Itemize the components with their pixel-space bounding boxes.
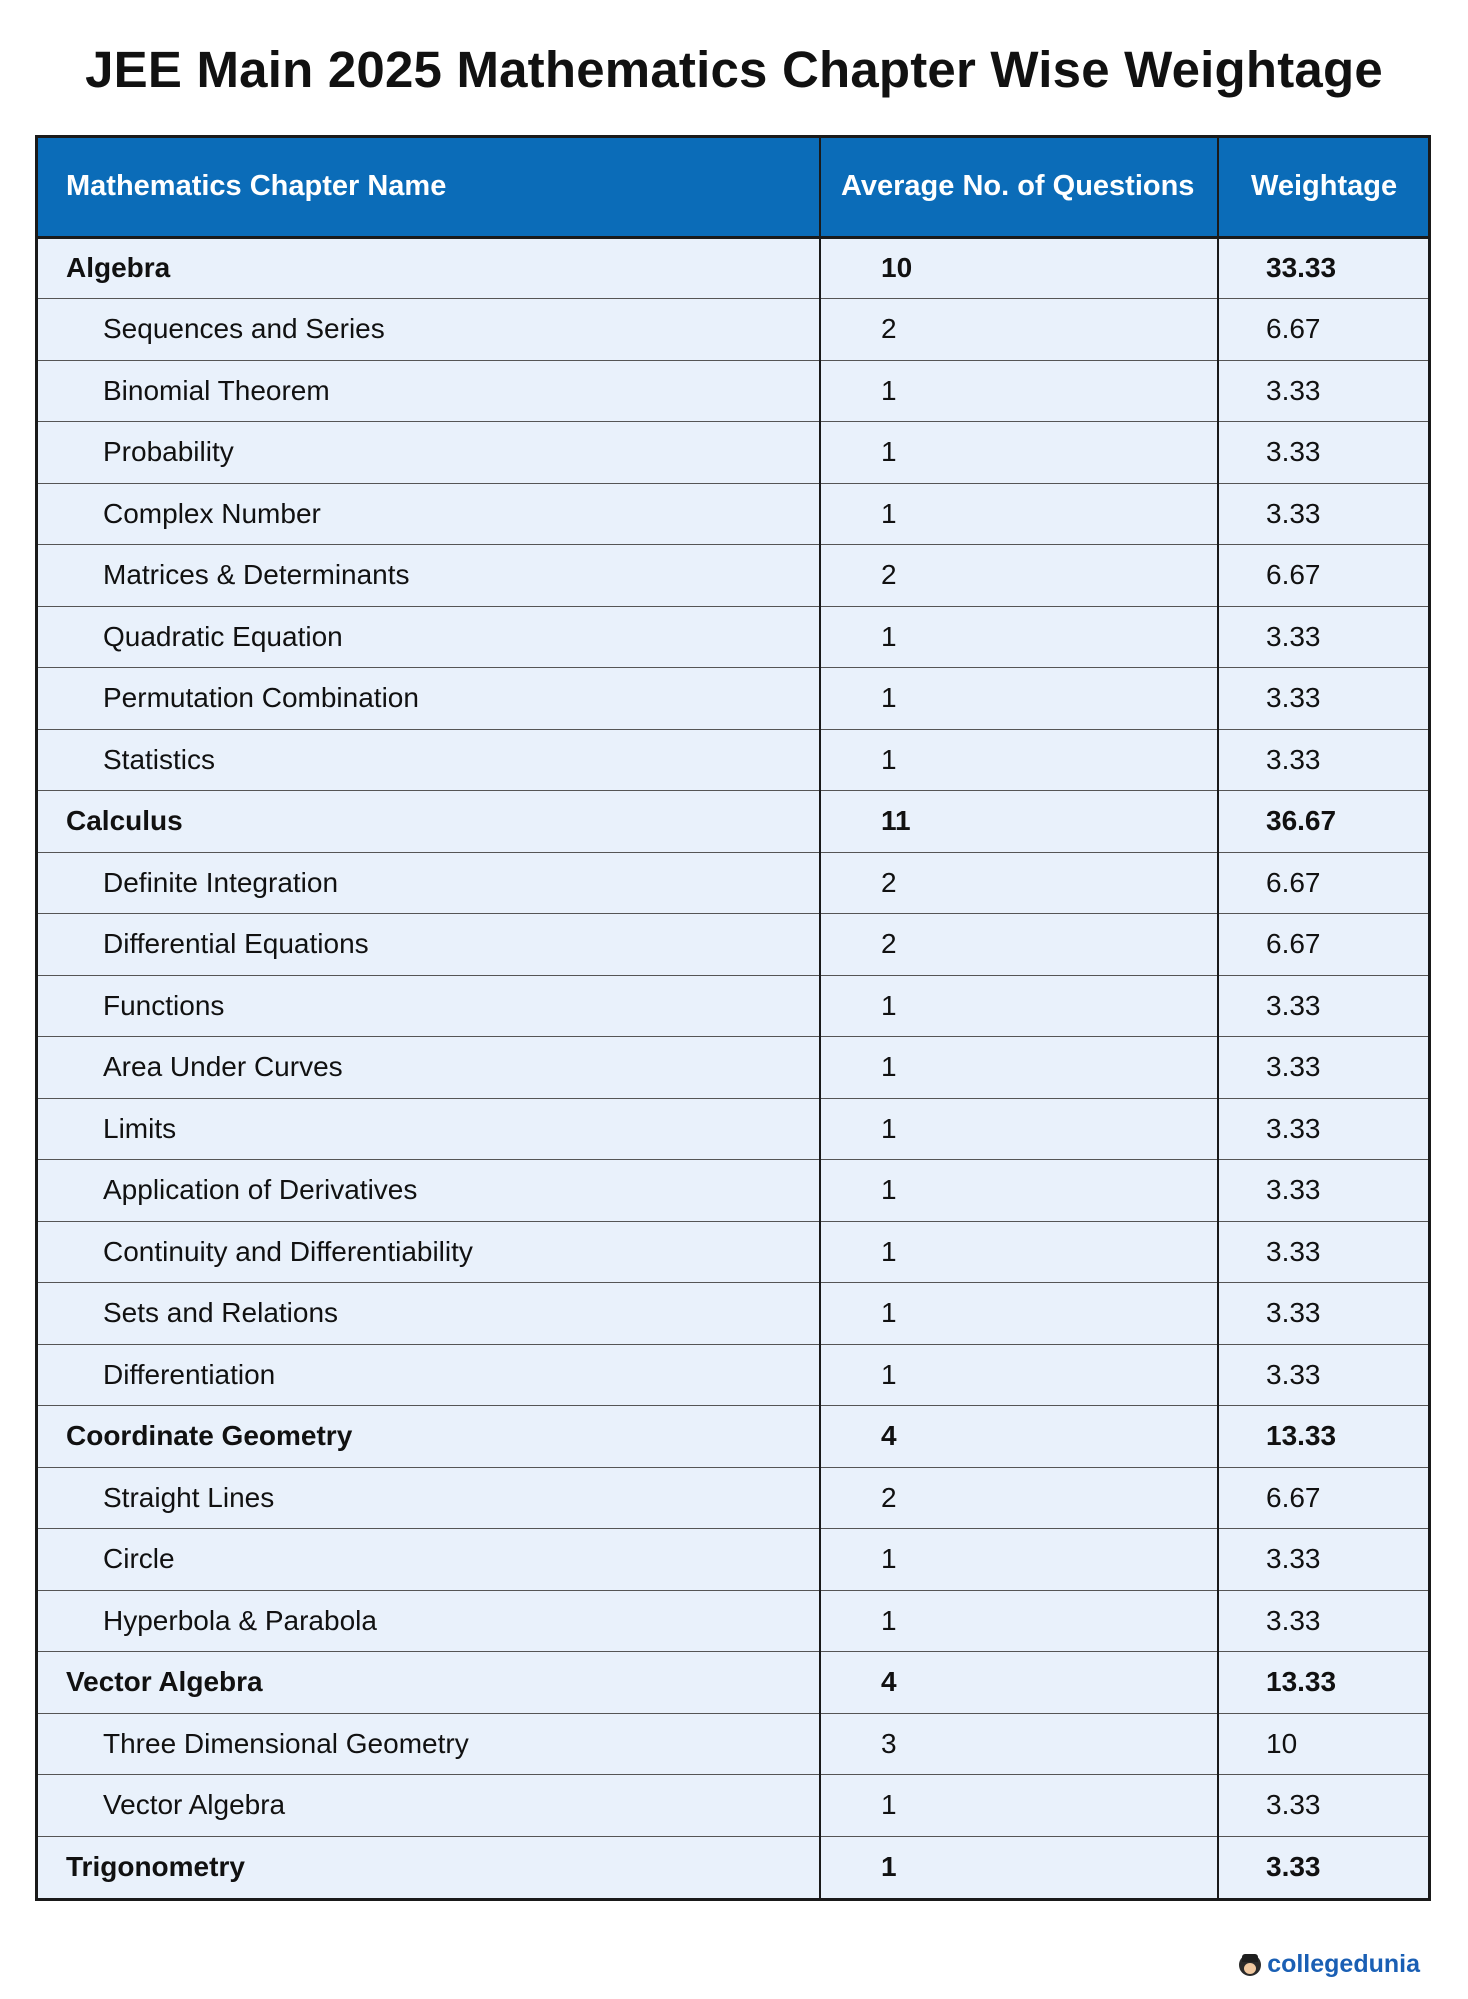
chapter-name-cell: Algebra (66, 252, 171, 284)
table-row (38, 360, 1428, 422)
weightage-cell: 3.33 (1218, 729, 1428, 791)
weightage-cell: 6.67 (1218, 914, 1428, 976)
chapter-name-cell: Circle (38, 1529, 820, 1591)
chapter-name-cell: Limits (38, 1098, 820, 1160)
weightage-cell: 10 (1218, 1713, 1428, 1775)
table-row (38, 1221, 1428, 1283)
table-body (38, 237, 1428, 1898)
chapter-name-cell: Straight Lines (38, 1467, 820, 1529)
weightage-cell: 3.33 (1218, 668, 1428, 730)
chapter-name-cell: Probability (38, 422, 820, 484)
chapter-name-cell: Continuity and Differentiability (38, 1221, 820, 1283)
questions-cell: 2 (820, 299, 1218, 361)
questions-cell: 1 (820, 1590, 1218, 1652)
questions-cell: 2 (820, 1467, 1218, 1529)
table-row-group (38, 237, 1428, 299)
questions-cell: 11 (820, 791, 1218, 853)
questions-cell: 10 (820, 237, 1218, 299)
page-title: JEE Main 2025 Mathematics Chapter Wise Weightage (85, 41, 1383, 98)
questions-cell: 1 (820, 1529, 1218, 1591)
table-row (38, 1098, 1428, 1160)
chapter-name-cell: Vector Algebra (38, 1652, 820, 1714)
chapter-name-cell: Three Dimensional Geometry (38, 1713, 820, 1775)
weightage-cell: 6.67 (1218, 299, 1428, 361)
chapter-name-cell: Quadratic Equation (38, 606, 820, 668)
chapter-name-cell: Differential Equations (38, 914, 820, 976)
table-row (38, 422, 1428, 484)
chapter-name-cell: Coordinate Geometry (38, 1406, 820, 1468)
questions-cell: 1 (820, 360, 1218, 422)
column-header-weightage: Weightage (1218, 138, 1428, 237)
chapter-name-cell: Sets and Relations (38, 1283, 820, 1345)
table-row (38, 1344, 1428, 1406)
table-row (38, 914, 1428, 976)
questions-cell: 1 (820, 729, 1218, 791)
questions-cell: 1 (820, 1221, 1218, 1283)
table-header (38, 138, 1428, 237)
weightage-cell: 3.33 (1218, 483, 1428, 545)
questions-cell: 1 (820, 1836, 1218, 1898)
weightage-cell: 3.33 (1218, 1160, 1428, 1222)
chapter-name-cell: Calculus (38, 791, 820, 853)
chapter-name-cell: Differentiation (38, 1344, 820, 1406)
table-row (38, 1160, 1428, 1222)
table-row-group (38, 1406, 1428, 1468)
chapter-name-cell: Statistics (38, 729, 820, 791)
weightage-cell: 3.33 (1218, 1590, 1428, 1652)
questions-cell: 1 (820, 975, 1218, 1037)
questions-cell: 4 (820, 1406, 1218, 1468)
weightage-table-container (35, 135, 1431, 1901)
chapter-name-cell: Vector Algebra (38, 1775, 820, 1837)
questions-cell: 1 (820, 1160, 1218, 1222)
chapter-name-cell: Application of Derivatives (38, 1160, 820, 1222)
column-header-chapter: Mathematics Chapter Name (38, 138, 820, 237)
table-row (38, 852, 1428, 914)
chapter-name-cell: Matrices & Determinants (38, 545, 820, 607)
brand-name: collegedunia (1267, 1950, 1420, 1978)
table-row (38, 1037, 1428, 1099)
weightage-cell: 3.33 (1218, 360, 1428, 422)
questions-cell: 1 (820, 606, 1218, 668)
weightage-table (38, 138, 1428, 1898)
weightage-cell: 6.67 (1218, 545, 1428, 607)
table-row (38, 606, 1428, 668)
table-row (38, 668, 1428, 730)
questions-cell: 1 (820, 1775, 1218, 1837)
weightage-cell: 3.33 (1218, 1283, 1428, 1345)
brand-logo (1239, 1950, 1420, 1979)
questions-cell: 4 (820, 1652, 1218, 1714)
weightage-cell: 3.33 (1218, 606, 1428, 668)
table-row (38, 975, 1428, 1037)
table-row (38, 545, 1428, 607)
table-header-row (38, 138, 1428, 237)
chapter-name-cell: Sequences and Series (38, 299, 820, 361)
questions-cell: 3 (820, 1713, 1218, 1775)
questions-cell: 1 (820, 1283, 1218, 1345)
table-row (38, 1775, 1428, 1837)
chapter-name-cell: Area Under Curves (38, 1037, 820, 1099)
weightage-cell: 3.33 (1218, 422, 1428, 484)
chapter-name-cell: Trigonometry (38, 1836, 820, 1898)
weightage-cell: 36.67 (1218, 791, 1428, 853)
table-row (38, 299, 1428, 361)
chapter-name-cell: Permutation Combination (38, 668, 820, 730)
chapter-name-cell: Functions (38, 975, 820, 1037)
table-row-group (38, 1652, 1428, 1714)
questions-cell: 1 (820, 483, 1218, 545)
questions-cell: 1 (820, 1344, 1218, 1406)
questions-cell: 1 (820, 1037, 1218, 1099)
questions-cell: 2 (820, 914, 1218, 976)
weightage-cell: 3.33 (1218, 1775, 1428, 1837)
chapter-name-cell: Binomial Theorem (38, 360, 820, 422)
table-row (38, 483, 1428, 545)
weightage-cell: 33.33 (1218, 237, 1428, 299)
weightage-cell: 3.33 (1218, 1221, 1428, 1283)
weightage-cell: 13.33 (1218, 1406, 1428, 1468)
questions-cell: 1 (820, 1098, 1218, 1160)
table-row (38, 1283, 1428, 1345)
table-row (38, 1590, 1428, 1652)
table-row (38, 1529, 1428, 1591)
table-row (38, 729, 1428, 791)
student-mascot-icon (1239, 1954, 1261, 1976)
questions-cell: 1 (820, 668, 1218, 730)
chapter-name-cell: Definite Integration (38, 852, 820, 914)
weightage-cell: 3.33 (1218, 975, 1428, 1037)
questions-cell: 2 (820, 852, 1218, 914)
table-row (38, 1467, 1428, 1529)
weightage-cell: 6.67 (1218, 852, 1428, 914)
questions-cell: 2 (820, 545, 1218, 607)
weightage-cell: 3.33 (1218, 1037, 1428, 1099)
questions-cell: 1 (820, 422, 1218, 484)
table-row-group (38, 791, 1428, 853)
column-header-questions: Average No. of Questions (820, 138, 1218, 237)
table-row (38, 1713, 1428, 1775)
weightage-cell: 3.33 (1218, 1098, 1428, 1160)
table-row-group (38, 1836, 1428, 1898)
weightage-cell: 13.33 (1218, 1652, 1428, 1714)
weightage-cell: 3.33 (1218, 1836, 1428, 1898)
chapter-name-cell: Hyperbola & Parabola (38, 1590, 820, 1652)
weightage-cell: 3.33 (1218, 1529, 1428, 1591)
chapter-name-cell: Complex Number (38, 483, 820, 545)
weightage-cell: 3.33 (1218, 1344, 1428, 1406)
weightage-cell: 6.67 (1218, 1467, 1428, 1529)
